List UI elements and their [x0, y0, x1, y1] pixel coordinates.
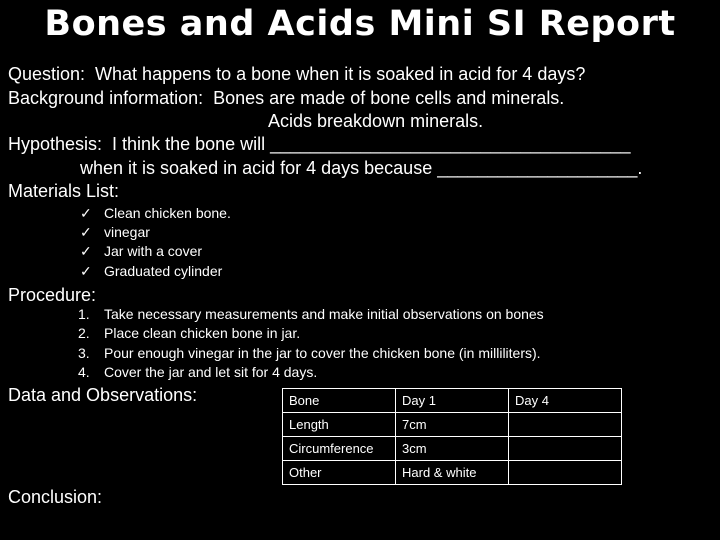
- background-text-1: Background information: Bones are made of bone cells and minerals.: [8, 88, 565, 108]
- table-cell: Day 4: [509, 389, 622, 413]
- background-text-2: Acids breakdown minerals.: [268, 111, 484, 131]
- table-cell: [509, 461, 622, 485]
- conclusion-heading: Conclusion:: [8, 487, 103, 507]
- data-heading: Data and Observations:: [8, 385, 198, 405]
- table-cell: Hard & white: [396, 461, 509, 485]
- table-cell: Other: [283, 461, 396, 485]
- table-cell: Day 1: [396, 389, 509, 413]
- check-icon: ✓: [80, 263, 92, 279]
- question-text: Question: What happens to a bone when it is soaked in acid for 4 days?: [8, 64, 586, 84]
- table-row: [283, 437, 622, 461]
- table-cell: Bone: [283, 389, 396, 413]
- procedure-heading: Procedure:: [8, 285, 97, 305]
- list-item: Take necessary measurements and make initial observations on bones: [104, 306, 544, 322]
- page-title: Bones and Acids Mini SI Report: [44, 4, 676, 44]
- list-item: vinegar: [104, 224, 150, 240]
- list-item: Graduated cylinder: [104, 263, 223, 279]
- check-icon: ✓: [80, 205, 92, 221]
- list-item: Clean chicken bone.: [104, 205, 231, 221]
- list-item: Cover the jar and let sit for 4 days.: [104, 364, 318, 380]
- table-row: [283, 389, 622, 413]
- list-item: Place clean chicken bone in jar.: [104, 325, 301, 341]
- step-number: 2.: [78, 325, 90, 341]
- step-number: 1.: [78, 306, 90, 322]
- table-row: [283, 413, 622, 437]
- materials-heading: Materials List:: [8, 181, 120, 201]
- table-row: [283, 461, 622, 485]
- step-number: 3.: [78, 345, 90, 361]
- observations-table: [282, 388, 622, 485]
- table-cell: Circumference: [283, 437, 396, 461]
- check-icon: ✓: [80, 224, 92, 240]
- hypothesis-text-1: Hypothesis: I think the bone will ____________________________________: [8, 134, 631, 154]
- table-cell: 3cm: [396, 437, 509, 461]
- list-item: Jar with a cover: [104, 243, 203, 259]
- hypothesis-text-2: when it is soaked in acid for 4 days because ____________________.: [80, 158, 643, 178]
- table-cell: [509, 413, 622, 437]
- table-cell: 7cm: [396, 413, 509, 437]
- list-item: Pour enough vinegar in the jar to cover the chicken bone (in milliliters).: [104, 345, 541, 361]
- table-cell: Length: [283, 413, 396, 437]
- table-cell: [509, 437, 622, 461]
- step-number: 4.: [78, 364, 90, 380]
- check-icon: ✓: [80, 243, 92, 259]
